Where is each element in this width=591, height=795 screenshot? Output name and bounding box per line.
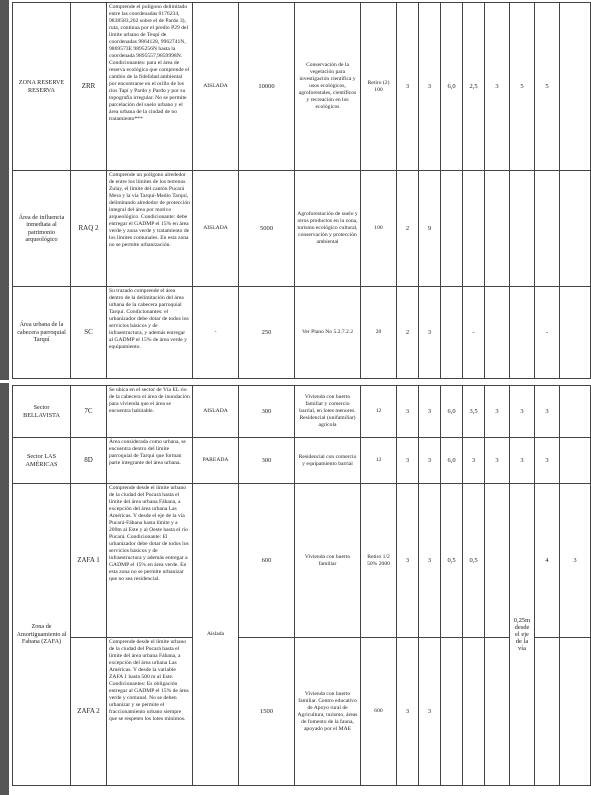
zone-description: Comprende un polígono alrededor de entre los límites de los terrenos Zulay, el límite del cantón Pucará Mera y la vía Tarquí-Medio Tarquí, delimitando alrededor de protección integral del área por motivo arqueológico. Condicionante: debe entregar el GADMP el 15% en área verde y zona verde y tratamiento de los límites comunales. En esta zona no se permite urbanización. bbox=[107, 171, 193, 287]
use-description: Ver Plano No 5.2.7.2.2 bbox=[295, 287, 361, 379]
value-cell bbox=[510, 171, 535, 287]
zone-code: ZRR bbox=[71, 3, 107, 171]
table-row bbox=[13, 3, 591, 171]
retiro-note: 0,25m desde el eje de la vía bbox=[510, 484, 535, 786]
zone-name: Área de influencia inmediata al patrimonio arqueológico bbox=[13, 171, 71, 287]
implantation-type: Aislada bbox=[193, 484, 239, 786]
value-cell bbox=[441, 171, 463, 287]
cos-value: 600 bbox=[361, 638, 397, 786]
value-cell: 6,0 bbox=[441, 438, 463, 484]
value-cell bbox=[485, 484, 510, 638]
value-cell: 3 bbox=[397, 638, 419, 786]
value-cell bbox=[535, 171, 560, 287]
value-cell bbox=[463, 638, 485, 786]
value-cell: 3 bbox=[463, 438, 485, 484]
value-cell: 0,5 bbox=[463, 484, 485, 638]
value-cell bbox=[485, 638, 510, 786]
min-lot: 1500 bbox=[239, 638, 295, 786]
zone-code: RAQ 2 bbox=[71, 171, 107, 287]
zone-name: ZONA RESERVE RESERVA bbox=[13, 3, 71, 171]
value-cell: 3 bbox=[560, 484, 591, 638]
table-row bbox=[13, 438, 591, 484]
zone-code: SC bbox=[71, 287, 107, 379]
zoning-table-bottom bbox=[12, 385, 591, 786]
value-cell: 2 bbox=[397, 287, 419, 379]
value-cell bbox=[535, 638, 560, 786]
value-cell bbox=[485, 287, 510, 379]
value-cell bbox=[560, 3, 591, 171]
table-row bbox=[13, 484, 591, 638]
value-cell: 2 bbox=[397, 171, 419, 287]
zone-code: ZAFA 2 bbox=[71, 638, 107, 786]
min-lot: 600 bbox=[239, 484, 295, 638]
zone-name: Zona de Amortiguamiento al Fabana (ZAFA) bbox=[13, 484, 71, 786]
zone-description: Comprende desde el límite urbano de la ciudad del Pucará hasta el límite del área urbana Fábana, a excepción del área urbana Las Américas. Y desde la variable ZAFA 1 hasta 500 m al Este. Condicionantes: Es obligación entregar al GADMP el 15% de área verde y comunal. No se deben urbanizar y se permite el fraccionamiento urbano siempre que se respeten los lotes mínimos. bbox=[107, 638, 193, 786]
value-cell: 3,5 bbox=[463, 386, 485, 438]
cos-value: Retiro (2) 100 bbox=[361, 3, 397, 171]
value-cell: 3 bbox=[419, 438, 441, 484]
min-lot: 5000 bbox=[239, 171, 295, 287]
zone-name: Sector BELLAVISTA bbox=[13, 386, 71, 438]
use-description: Residencial con comercio y equipamiento barrial bbox=[295, 438, 361, 484]
min-lot: 10000 bbox=[239, 3, 295, 171]
zoning-table-top bbox=[12, 2, 591, 379]
cos-value: Retiro 1/2 50% 2000 bbox=[361, 484, 397, 638]
implantation-type: AISLADA bbox=[193, 3, 239, 171]
value-cell: 3 bbox=[397, 438, 419, 484]
zone-name: Sector LAS AMÉRICAS bbox=[13, 438, 71, 484]
zone-code: 7C bbox=[71, 386, 107, 438]
value-cell: 5 bbox=[510, 3, 535, 171]
cos-value: 20 bbox=[361, 287, 397, 379]
value-cell: 3 bbox=[419, 638, 441, 786]
value-cell: 3 bbox=[535, 386, 560, 438]
value-cell bbox=[441, 638, 463, 786]
min-lot: 300 bbox=[239, 438, 295, 484]
zone-description: Área considerada como urbana, se encuentra dentro del límite parroquial de Tarquí que forman parte integrante del área urbana. bbox=[107, 438, 193, 484]
zone-description: Comprende desde el límite urbano de la ciudad del Pucará hasta el límite del área urbana Fábana, a excepción del área urbana Las Américas. Y desde el eje de la vía Pucará-Fábana hasta límite y a 200m al Este y al Oeste hasta el río Pucará. Condicionante: El urbanizador debe dotar de todos los servicios básicos y de infraestructura y además entregar a GADMP el 15% en área verde. En esta zona no se permite urbanizar que no sea residencial. bbox=[107, 484, 193, 638]
value-cell: 3 bbox=[419, 3, 441, 171]
value-cell: 3 bbox=[510, 386, 535, 438]
value-cell bbox=[463, 171, 485, 287]
table-row bbox=[13, 386, 591, 438]
cos-value: 100 bbox=[361, 171, 397, 287]
value-cell: 6,0 bbox=[441, 386, 463, 438]
implantation-type: PAREADA bbox=[193, 438, 239, 484]
zone-code: 8D bbox=[71, 438, 107, 484]
zone-code: ZAFA 1 bbox=[71, 484, 107, 638]
value-cell: 3 bbox=[397, 386, 419, 438]
implantation-type: - bbox=[193, 287, 239, 379]
value-cell bbox=[560, 638, 591, 786]
value-cell bbox=[560, 287, 591, 379]
value-cell: 3 bbox=[397, 484, 419, 638]
binding-stripe-top bbox=[0, 0, 9, 380]
value-cell: 3 bbox=[535, 438, 560, 484]
value-cell: 3 bbox=[510, 438, 535, 484]
table-row bbox=[13, 287, 591, 379]
value-cell: - bbox=[535, 287, 560, 379]
zone-description: Comprende el polígono delimitado entre las coordenadas 0176234, 9838583,262 sobre el de Pardo 3), ruta, continua por el predio P29 del límite urbano de Teupí de coordenadas 9864128, 9962741N, 9869573E 9895256N hasta la coordenada 9895557,9859998N. Condicionantes: para el área de reserva ecológica que comprende el cambio de la fidelidad ambiental por encontrarse en el orillo de los ríos Tapí y Pardo y Pardo y por su topografía irregular. No se permite parcelación del suelo urbano y el área urbana de la ciudad de no tratamiento*** bbox=[107, 3, 193, 171]
implantation-type: AISLADA bbox=[193, 171, 239, 287]
value-cell bbox=[560, 438, 591, 484]
min-lot: 300 bbox=[239, 386, 295, 438]
implantation-type: AISLADA bbox=[193, 386, 239, 438]
value-cell: 5 bbox=[535, 3, 560, 171]
value-cell: 3 bbox=[419, 287, 441, 379]
min-lot: 250 bbox=[239, 287, 295, 379]
zone-description: Se ubica en el sector de Vía EL rio de la cabecera el área de inundación para vivienda que el área se encuentra habitable. bbox=[107, 386, 193, 438]
value-cell: 3 bbox=[419, 386, 441, 438]
zone-description: Su trazado comprende el área dentro de la delimitación del área urbana de la cabecera parroquial Tarquí. Condicionantes: el urbanizador debe dotar de todos los servicios básicos y de infraestructura, y además entregar al GADMP el 15% de área verde y equipamiento. bbox=[107, 287, 193, 379]
use-description: Vivienda con huerto familiar y comercio barrial, en lotes menores. Residencial (unifamiliar) agrícola bbox=[295, 386, 361, 438]
value-cell bbox=[560, 171, 591, 287]
use-description: Vivienda con huerto familiar bbox=[295, 484, 361, 638]
value-cell: 3 bbox=[397, 3, 419, 171]
value-cell: 3 bbox=[485, 438, 510, 484]
use-description: Vivienda con huerto familiar. Centro educativo de Apoyo rural de Agricultura, turismo, áreas de fomento de la fauna, apoyado por el MAE bbox=[295, 638, 361, 786]
value-cell: - bbox=[463, 287, 485, 379]
value-cell: 3 bbox=[485, 386, 510, 438]
value-cell: 2,5 bbox=[463, 3, 485, 171]
value-cell bbox=[441, 287, 463, 379]
value-cell: 3 bbox=[485, 3, 510, 171]
cos-value: 12 bbox=[361, 386, 397, 438]
value-cell bbox=[485, 171, 510, 287]
value-cell: 3 bbox=[419, 484, 441, 638]
use-description: Conservación de la vegetación para investigación científica y usos ecológicos, agroforestales, científicos y recreación en los ecológicos bbox=[295, 3, 361, 171]
use-description: Agroforestación de suelo y otros productos en la zona, turismo ecológico cultural, conservación y protección ambiental bbox=[295, 171, 361, 287]
table-row bbox=[13, 171, 591, 287]
zone-name: Área urbana de la cabecera parroquial Tarquí bbox=[13, 287, 71, 379]
binding-stripe-bottom bbox=[0, 383, 9, 795]
value-cell: 0,5 bbox=[441, 484, 463, 638]
value-cell bbox=[560, 386, 591, 438]
value-cell: 4 bbox=[535, 484, 560, 638]
table-row bbox=[13, 638, 591, 786]
value-cell: 9 bbox=[419, 171, 441, 287]
cos-value: 12 bbox=[361, 438, 397, 484]
value-cell: 6,0 bbox=[441, 3, 463, 171]
value-cell bbox=[510, 287, 535, 379]
